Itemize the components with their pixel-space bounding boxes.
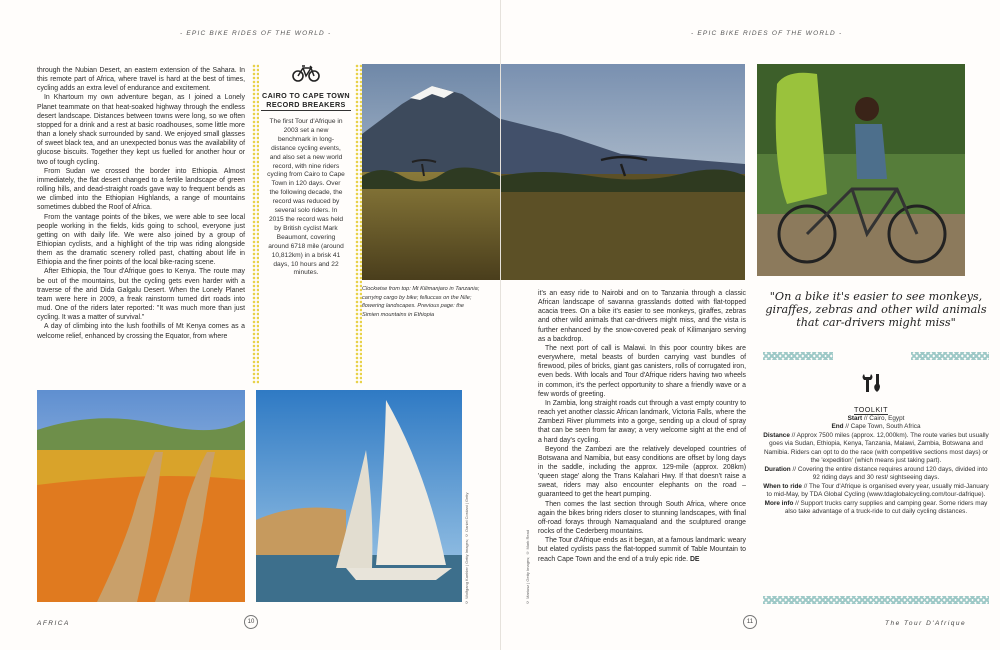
paragraph: The next port of call is Malawi. In this poor country bikes are everywhere, metal beasts of burden carrying vast bundles of firewood, piles of bricks, giant gas canisters, rolls of corrugated iron, even beds. With locals and Tour d'Afrique riders having two wheels in common, it's the perfect opportunity to share a friendly wave or a few words of greeting.: [538, 344, 746, 398]
toolkit-value: Covering the entire distance requires around 120 days, divided into 92 riding days and 30 rest/ sightseeing days.: [797, 465, 988, 482]
left-body-column: [37, 66, 245, 341]
toolkit-key: Start: [847, 415, 863, 422]
paragraph: In Zambia, long straight roads cut through a vast empty country to reach yet another classic African landmark, Victoria Falls, where the Zambezi River plummets into a gorge, sending up a cloud of spray that can be seen from far away; a very welcome sight at the end of a hard day's cycling.: [538, 399, 746, 444]
toolkit-row: When to ride // The Tour d'Afrique is organised every year, usually mid-January to mid-May, by TDA Global Cycling (www.tdaglobalcycling.com/tour-dafrique).: [763, 482, 989, 499]
toolkit-row: Duration // Covering the entire distance requires around 120 days, divided into 92 riding days and 30 rest/ sightseeing days.: [764, 465, 988, 482]
decorative-border-top: [911, 352, 989, 360]
dotted-stripe: [252, 64, 259, 384]
footer-section-label: AFRICA: [37, 620, 70, 627]
toolkit-key: End: [831, 423, 844, 431]
author-signoff: DE: [689, 555, 700, 563]
record-breakers-sidebar: [261, 64, 351, 384]
toolkit-box: [763, 415, 989, 516]
decorative-border-top: [763, 352, 833, 360]
toolkit-row: End // Cape Town, South Africa: [831, 423, 921, 431]
paragraph: A day of climbing into the lush foothills of Mt Kenya comes as a welcome relief, enhanced by crossing the Equator, from where: [37, 323, 245, 340]
toolkit-value: Support trucks carry supplies and camping gear. Some riders may also take advantage of a truck-ride to cut daily cycling distances.: [784, 499, 988, 515]
toolkit-row: Start // Cairo, Egypt: [847, 415, 905, 422]
paragraph: From the vantage points of the bikes, we were able to see local people working in the fields, kids going to school, everyone just getting on with daily life. We were also joined by a group of Ethiopian cyclists, and a highlight of the trip was riding alongside them as the dramatic scenery rolled past, chatting about life in Ethiopia and the finer points of the local bike-racing scene.: [37, 213, 245, 267]
flower-landscape-photo: [37, 390, 245, 602]
toolkit-value: Cape Town, South Africa: [850, 423, 921, 431]
sidebar-title: CAIRO TO CAPE TOWN RECORD BREAKERS: [262, 91, 350, 109]
page-number-left: 10: [244, 615, 258, 629]
photo-caption: Clockwise from top: Mt Kilimanjaro in Tanzania; carrying cargo by bike; felluccas on the Nile; flowering landscapes. Previous page: the Simien mountains in Ethiopia: [362, 286, 480, 318]
paragraph: it's an easy ride to Nairobi and on to Tanzania through a classic African landscape of savanna grasslands dotted with flat-topped acacia trees. On a bike it's easier to see monkeys, giraffes, zebras and other wild animals that car-drivers might miss, and the vista is further enhanced by the snow-covered peak of Kilimanjaro serving as a backdrop.: [538, 290, 746, 343]
cargo-bike-photo: [757, 64, 965, 276]
paragraph: through the Nubian Desert, an eastern extension of the Sahara. In this remote part of Africa, where travel is hard at the best of times, cycling adds an extra level of endurance and excitement.: [37, 67, 245, 93]
photo-credit: © Mariusz | Getty Images; © Mark Read: [525, 529, 530, 605]
toolkit-label: TOOLKIT: [853, 405, 889, 414]
decorative-border-bottom: [763, 596, 989, 604]
toolkit-key: Distance: [763, 431, 790, 439]
toolkit-key: More info: [764, 499, 794, 507]
paragraph: From Sudan we crossed the border into Ethiopia. Almost immediately, the flat desert changed to a fertile landscape of green rolling hills, and dead-straight roads gave way to frequent bends as we climbed into the Ethiopian Highlands, a range of mountains sometimes dubbed the Roof of Africa.: [37, 167, 245, 212]
toolkit-key: Duration: [764, 465, 791, 473]
kilimanjaro-photo: [362, 64, 500, 280]
running-header-right: - EPIC BIKE RIDES OF THE WORLD -: [691, 30, 843, 37]
toolkit-value: The Tour d'Afrique is organised every year, usually mid-January to mid-May, by TDA Global Cycling (www.tdaglobalcycling.com/tour-dafrique).: [766, 482, 989, 499]
photo-credit: © Wolfgang Kaehler | Getty Images; © Daniel Cordani | Getty: [464, 492, 469, 605]
toolkit-value: Approx 7500 miles (approx. 12,000km). The route varies but usually goes via Sudan, Ethiopia, Kenya, Tanzania, Malawi, Zambia, Botswana and Namibia. Riders can opt to do the race (with competitive sections most days) or the 'expedition' (which means just taking part).: [763, 431, 989, 465]
right-body-column: [538, 289, 746, 564]
right-page: [500, 0, 1000, 650]
toolkit-key: When to ride: [763, 482, 802, 490]
felucca-photo: [256, 390, 462, 602]
running-header-left: - EPIC BIKE RIDES OF THE WORLD -: [180, 30, 332, 37]
paragraph: Beyond the Zambezi are the relatively developed countries of Botswana and Namibia, but easy conditions are offset by long days in the saddle, including the approx. 129-mile (approx. 208km) 'queen stage' along the Trans Kalahari Hwy. If that doesn't raise a sweat, riders may also encounter elephants on the road – guaranteed to get the heart pumping.: [538, 445, 746, 499]
toolkit-value: Cairo, Egypt: [869, 415, 905, 422]
bicycle-icon: [291, 64, 321, 82]
toolkit-row: More info // Support trucks carry supplies and camping gear. Some riders may also take advantage of a truck-ride to cut daily cycling distances.: [764, 499, 988, 515]
toolkit-heading: [841, 372, 901, 417]
sidebar-text: The first Tour d'Afrique in 2003 set a new benchmark in long-distance cycling events, and also set a new world record, with nine riders cycling from Cairo to Cape Town in 120 days. Over the following decade, the record was reduced by several solo riders. In 2015 the record was held by British cyclist Mark Beaumont, covering around 6718 mile (around 10,812km) in a brisk 41 days, 10 hours and 22 minutes.: [267, 118, 345, 277]
paragraph: After Ethiopia, the Tour d'Afrique goes to Kenya. The route may be out of the mountains, but the cycling gets even harder with a traverse of the arid Dida Galgalu Desert. When the Lonely Planet team were here in 2009, a freak rainstorm turned dirt roads into mud. One of the riders later reported: "It was much more than just cycling. It was a matter of survival.": [37, 268, 245, 322]
paragraph: The Tour d'Afrique ends as it began, at a famous landmark: weary but elated cyclists pass the flat-topped summit of Table Mountain to reach Cape Town and the end of a truly epic ride.: [538, 537, 746, 563]
dotted-stripe: [355, 64, 362, 384]
paragraph: Then comes the last section through South Africa, where once again the bikes bring riders closer to stunning landscapes, with final off-road forays through Namaqualand and the sculptured orange rocks of the Cederberg mountains.: [538, 500, 746, 536]
pull-quote: "On a bike it's easier to see monkeys, giraffes, zebras and other wild animals that car-drivers might miss": [765, 290, 987, 330]
footer-section-title: The Tour D'Afrique: [885, 620, 967, 627]
tools-icon: [859, 372, 883, 394]
toolkit-row: Distance // Approx 7500 miles (approx. 12,000km). The route varies but usually goes via Sudan, Ethiopia, Kenya, Tanzania, Malawi, Zambia, Botswana and Namibia. Riders can opt to do the race (with competitive sections most days) or the 'expedition' (which means just taking part).: [763, 431, 989, 465]
kilimanjaro-photo-continued: [501, 64, 745, 280]
page-number-right: 11: [743, 615, 757, 629]
paragraph: In Khartoum my own adventure began, as I joined a Lonely Planet teammate on that heat-soaked highway through the endless desert landscape. Distances between towns were long, so we often stopped for a drink and a rest at basic roadhouses, some little more than a lonely shack surrounded by sand. We enjoyed small glasses of sweet black tea, and an unexpected bonus was the availability of glucose biscuits. Together they kept us fuelled for another hour or two of tough cycling.: [37, 94, 245, 166]
